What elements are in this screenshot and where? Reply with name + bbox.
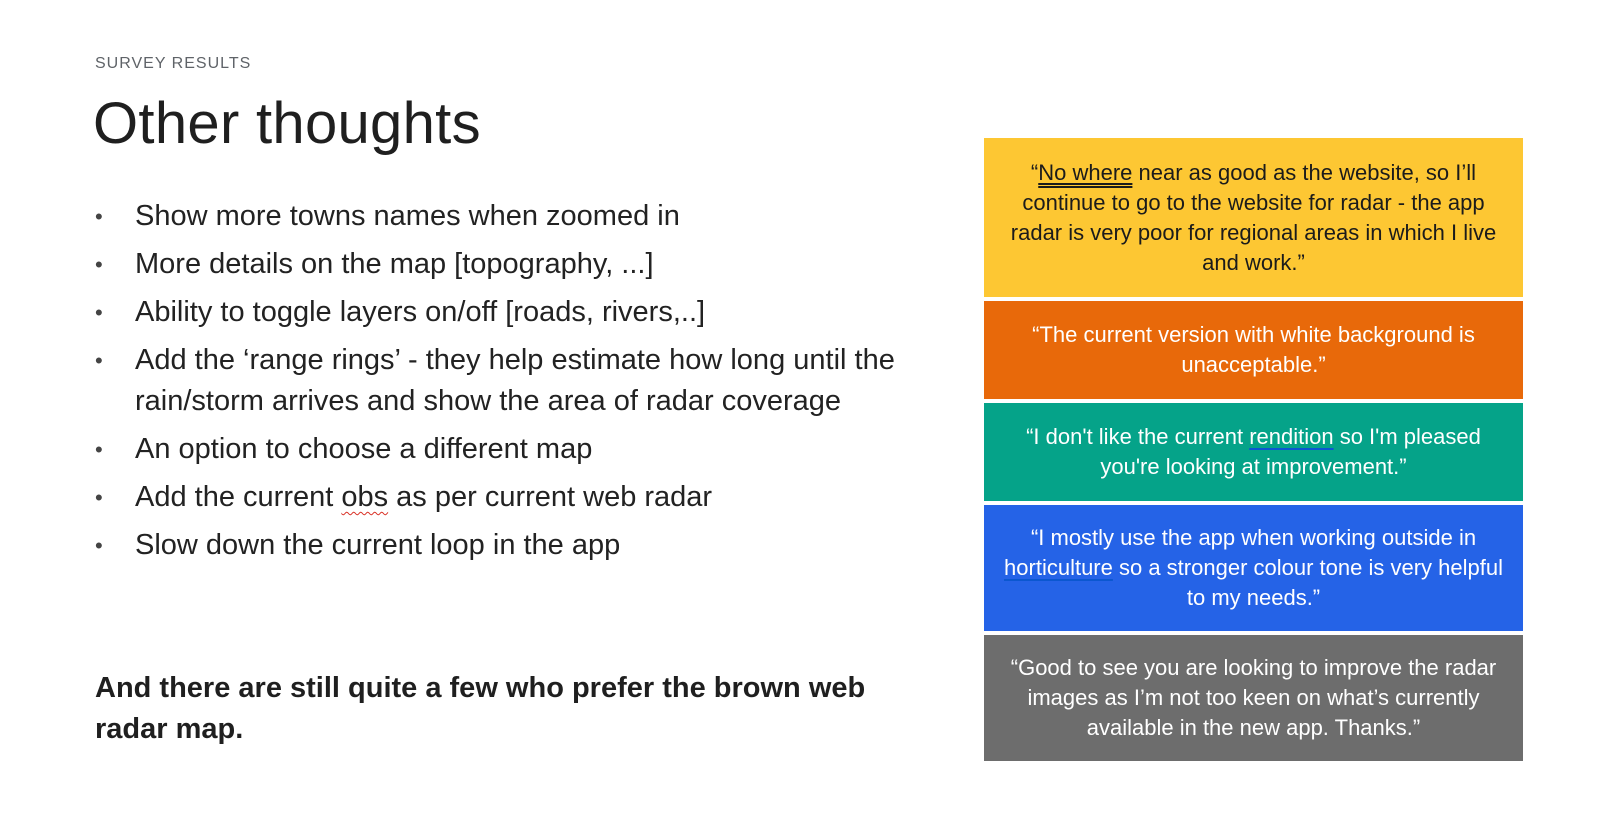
bullet-icon: • bbox=[95, 252, 103, 277]
bullet-icon: • bbox=[95, 437, 103, 462]
quote-card bbox=[984, 505, 1523, 631]
closing-statement: And there are still quite a few who prefer the brown web radar map. bbox=[95, 672, 866, 745]
quote-text: “I don't like the current rendition so I'm pleased you're looking at improvement.” bbox=[1026, 424, 1481, 479]
bullet-icon: • bbox=[95, 204, 103, 229]
quote-card bbox=[984, 138, 1523, 297]
page-title: Other thoughts bbox=[93, 91, 481, 156]
bullet-icon: • bbox=[95, 348, 103, 373]
list-item-text: Slow down the current loop in the app bbox=[135, 529, 621, 561]
quote-text: “The current version with white background is unacceptable.” bbox=[1032, 322, 1475, 377]
quote-card bbox=[984, 403, 1523, 501]
section-eyebrow: SURVEY RESULTS bbox=[95, 55, 252, 72]
list-item bbox=[95, 244, 915, 285]
list-item-text: An option to choose a different map bbox=[135, 433, 593, 465]
underlined-phrase: No where bbox=[1038, 159, 1133, 185]
list-item-text: Add the ‘range rings’ - they help estimate how long until the rain/storm arrives and show the area of radar coverage bbox=[135, 344, 895, 417]
quote-text: “Good to see you are looking to improve the radar images as I’m not too keen on what’s currently available in the new app. Thanks.” bbox=[1010, 655, 1497, 740]
list-item-text: Add the current obs as per current web radar bbox=[135, 481, 713, 513]
quote-text: “No where near as good as the website, so I’ll continue to go to the website for radar - the app radar is very poor for regional areas in which I live and work.” bbox=[1010, 159, 1497, 275]
underlined-phrase: horticulture bbox=[1004, 555, 1113, 580]
list-item bbox=[95, 525, 915, 566]
bullet-icon: • bbox=[95, 533, 103, 558]
quote-panel bbox=[984, 138, 1523, 761]
bullet-icon: • bbox=[95, 300, 103, 325]
quote-text: “I mostly use the app when working outside in horticulture so a stronger colour tone is very helpful to my needs.” bbox=[1004, 525, 1503, 610]
list-item-text: More details on the map [topography, ...] bbox=[135, 248, 654, 280]
list-item bbox=[95, 477, 915, 518]
underlined-phrase: rendition bbox=[1249, 424, 1334, 449]
list-item-text: Show more towns names when zoomed in bbox=[135, 200, 680, 232]
list-item-text: Ability to toggle layers on/off [roads, rivers,..] bbox=[135, 296, 706, 328]
thoughts-list bbox=[95, 196, 915, 573]
list-item bbox=[95, 292, 915, 333]
bullet-icon: • bbox=[95, 485, 103, 510]
quote-card bbox=[984, 635, 1523, 761]
list-item bbox=[95, 429, 915, 470]
spellcheck-flagged-word: obs bbox=[341, 481, 389, 513]
list-item bbox=[95, 196, 915, 237]
quote-card bbox=[984, 301, 1523, 399]
list-item bbox=[95, 340, 915, 422]
